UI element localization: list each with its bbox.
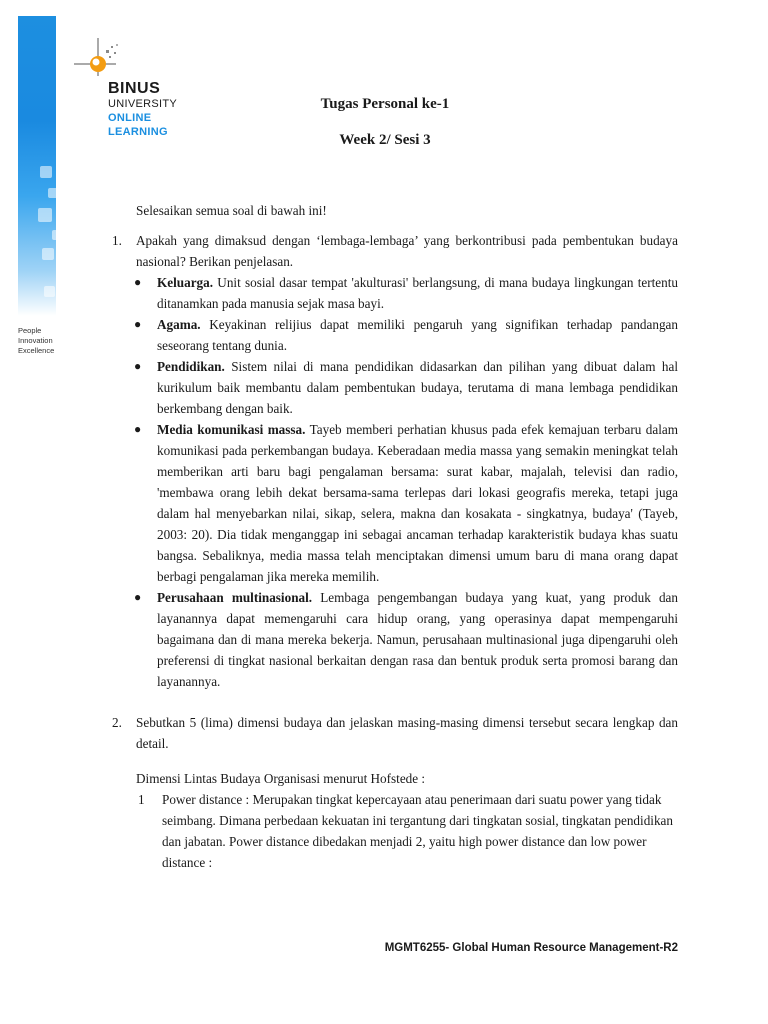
- tagline-line: People: [18, 326, 42, 335]
- tagline-line: Excellence: [18, 346, 55, 355]
- band-tile: [48, 188, 58, 198]
- instruction: Selesaikan semua soal di bawah ini!: [136, 203, 327, 218]
- list-item: [134, 314, 678, 356]
- band-tile: [44, 286, 55, 297]
- question-text: Apakah yang dimaksud dengan ‘lembaga-lembaga’ yang berkontribusi pada pembentukan budaya nasional? Berikan penjelasan.: [136, 233, 678, 269]
- bullet-text: Keyakinan relijius dapat memiliki pengaruh yang signifikan terhadap pandangan seseorang tentang dunia.: [157, 317, 678, 353]
- bullet-term: Keluarga.: [157, 275, 214, 290]
- logo-brand: BINUS: [108, 80, 161, 97]
- tagline: [18, 326, 54, 356]
- list-item: [134, 272, 678, 314]
- bullet-text: Sistem nilai di mana pendidikan didasarkan dan pilihan yang dibuat dalam hal kurikulum baik membantu dalam pembentukan budaya, terutama di mana lembaga pendidikan berkembang dengan baik.: [157, 359, 678, 416]
- list-item: [134, 356, 678, 419]
- logo-learning: LEARNING: [108, 126, 168, 138]
- band-tile: [42, 248, 54, 260]
- document-title: Tugas Personal ke-1: [320, 96, 450, 112]
- band-tile: [40, 166, 52, 178]
- bullet-icon: ●: [134, 317, 142, 331]
- dimension-intro: Dimensi Lintas Budaya Organisasi menurut Hofstede :: [136, 771, 426, 786]
- decorative-side-band: [18, 16, 56, 316]
- document-subtitle: Week 2/ Sesi 3: [339, 132, 431, 148]
- bullet-term: Media komunikasi massa.: [157, 422, 306, 437]
- band-tile: [38, 208, 52, 222]
- bullet-text: Tayeb memberi perhatian khusus pada efek kemajuan terbaru dalam komunikasi pada perkembangan budaya. Keberadaan media massa yang semakin meningkat telah memberikan arti baru bagi pengalaman bersama: surat kabar, majalah, televisi dan radio, 'membawa orang lebih dekat bersama-sama terlepas dari lokasi geografis mereka, tetapi juga dalam hal menyebarkan nilai, sikap, selera, makna dan kosakata - singkatnya, budaya' (Tayeb, 2003: 20). Dia tidak menganggap ini sebagai ancaman terhadap karakteristik budaya khas suatu bangsa. Sebaliknya, media massa telah menciptakan dimensi umum baru di mana orang dapat berbagi pengalaman jika mereka memilih.: [157, 422, 678, 584]
- bullet-text: Unit sosial dasar tempat 'akulturasi' berlangsung, di mana budaya lingkungan tertentu ditanamkan pada manusia sejak masa bayi.: [157, 275, 678, 311]
- bullet-term: Perusahaan multinasional.: [157, 590, 313, 605]
- bullet-term: Pendidikan.: [157, 359, 225, 374]
- page-footer: MGMT6255- Global Human Resource Management-R2: [384, 942, 678, 954]
- binus-logo: [72, 36, 192, 146]
- document-body: [112, 200, 678, 873]
- question-number: 2.: [112, 715, 122, 730]
- dimension-item: [112, 789, 678, 873]
- list-item: [134, 587, 678, 692]
- bullet-icon: ●: [134, 422, 142, 436]
- bullet-icon: ●: [134, 275, 142, 289]
- logo-mark-icon: [72, 36, 122, 80]
- question-1: [112, 230, 678, 272]
- logo-university: UNIVERSITY: [108, 98, 178, 110]
- dimension-text: Power distance : Merupakan tingkat kepercayaan atau penerimaan dari suatu power yang tidak seimbang. Dimana perbedaan kekuatan ini tergantung dari tingkatan sosial, tingkatan pendidikan dan jabatan. Power distance dibedakan menjadi 2, yaitu high power distance dan low power distance :: [162, 792, 673, 870]
- logo-online: ONLINE: [108, 112, 152, 124]
- dimension-number: 1: [138, 792, 145, 807]
- answer-bullet-list: [112, 272, 678, 692]
- list-item: [134, 419, 678, 587]
- question-2: [112, 712, 678, 754]
- bullet-icon: ●: [134, 359, 142, 373]
- logo-wordmark: [108, 80, 177, 139]
- bullet-text: Lembaga pengembangan budaya yang kuat, yang produk dan layanannya dapat memengaruhi cara hidup orang, yang operasinya dapat mempengaruhi bagaimana dan di mana mereka bekerja. Namun, perusahaan multinasional juga dipengaruhi oleh preferensi di tingkat nasional berkaitan dengan rasa dan bentuk produk serta promosi barang dan layanannya.: [157, 590, 678, 689]
- band-tile: [58, 302, 66, 310]
- bullet-icon: ●: [134, 590, 142, 604]
- question-number: 1.: [112, 233, 122, 248]
- band-tile: [56, 268, 65, 277]
- band-tile: [52, 230, 62, 240]
- question-text: Sebutkan 5 (lima) dimensi budaya dan jelaskan masing-masing dimensi tersebut secara lengkap dan detail.: [136, 715, 678, 751]
- bullet-term: Agama.: [157, 317, 201, 332]
- tagline-line: Innovation: [18, 336, 53, 345]
